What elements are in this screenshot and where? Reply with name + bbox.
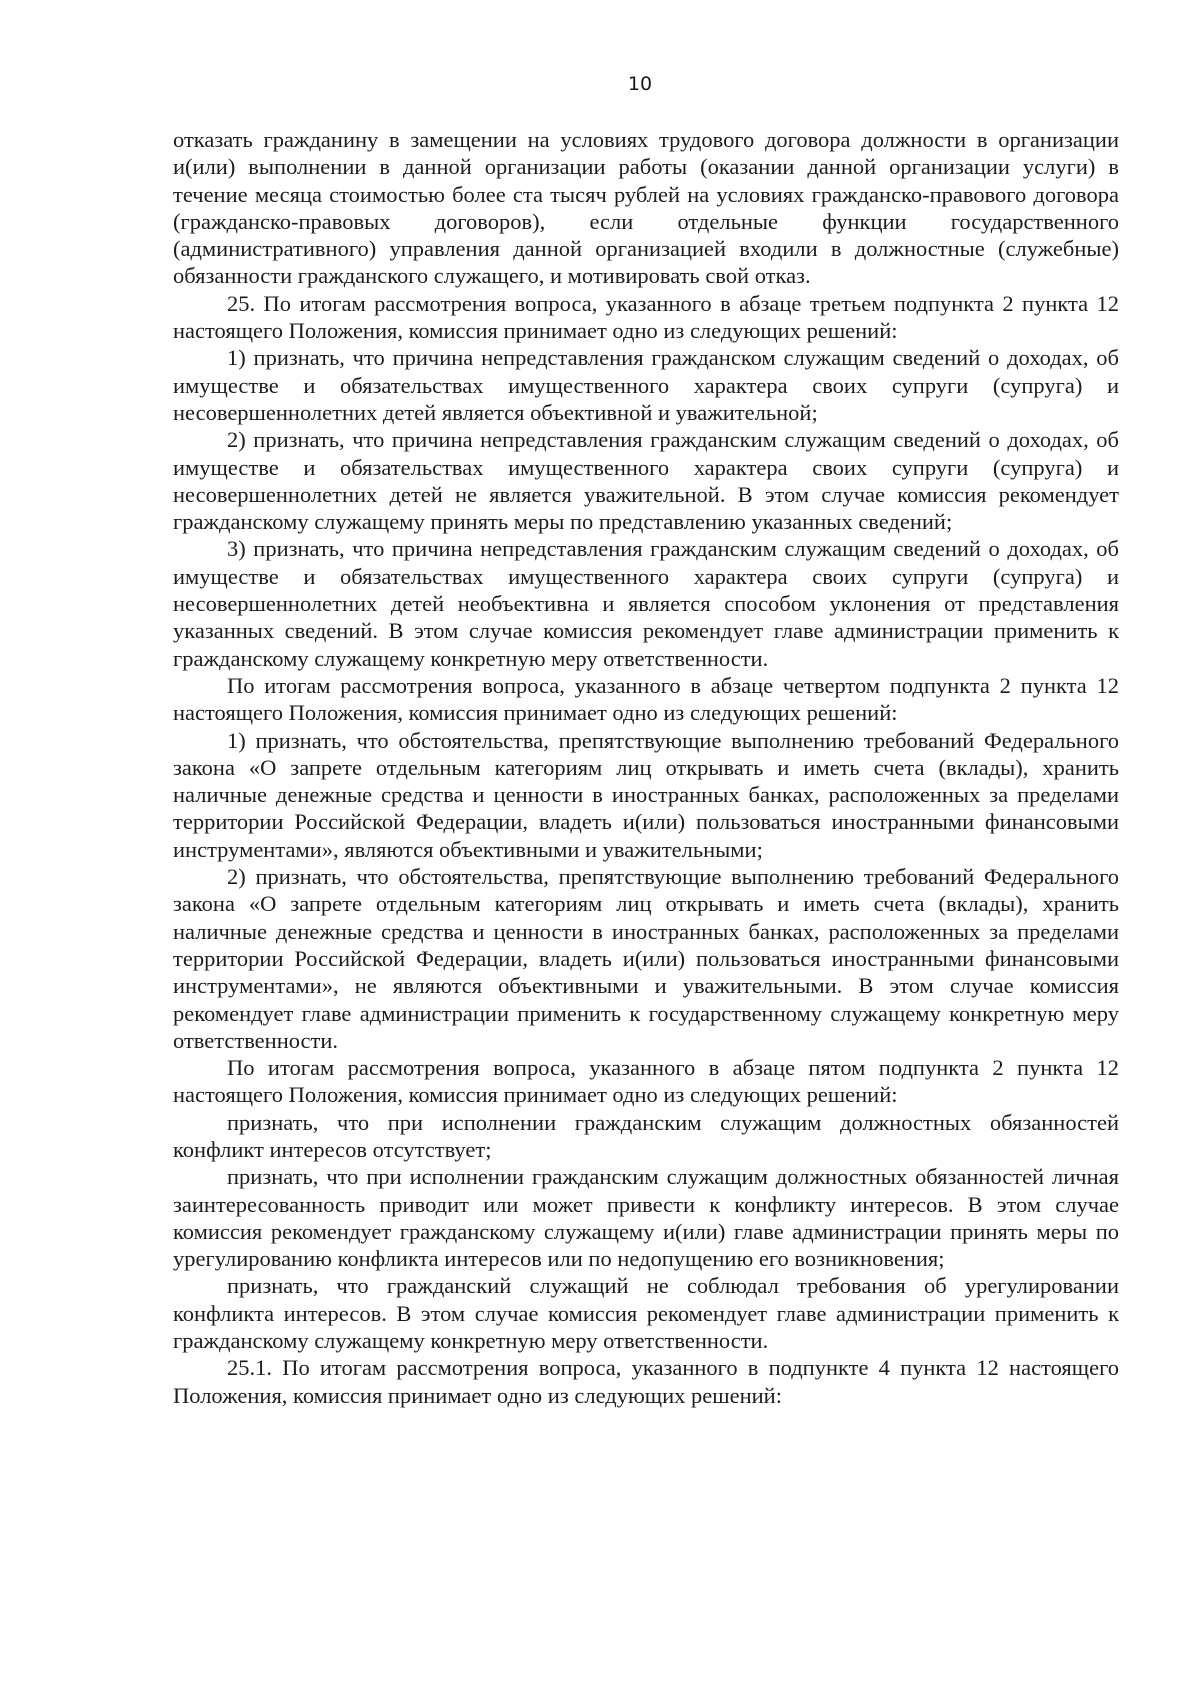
paragraph-25-decision-3: 3) признать, что причина непредставления гражданским служащим сведений о доходах, об имуществе и обязательствах имущественного характера своих супруги (супруга) и несовершеннолетних детей необъективна и является способом уклонения от представления указанных сведений. В этом случае комиссия рекомендует главе администрации применить к гражданскому служащему конкретную меру ответственности.	[173, 536, 1119, 671]
paragraph-25-decision-2: 2) признать, что причина непредставления гражданским служащим сведений о доходах, об имуществе и обязательствах имущественного характера своих супруги (супруга) и несовершеннолетних детей не является уважительной. В этом случае комиссия рекомендует гражданскому служащему принять меры по представлению указанных сведений;	[173, 427, 1119, 535]
document-body	[173, 126, 1119, 1409]
paragraph-fifth-abzac-intro: По итогам рассмотрения вопроса, указанного в абзаце пятом подпункта 2 пункта 12 настоящего Положения, комиссия принимает одно из следующих решений:	[173, 1055, 1119, 1108]
paragraph-fifth-abzac-decision-3: признать, что гражданский служащий не соблюдал требования об урегулировании конфликта интересов. В этом случае комиссия рекомендует главе администрации применить к гражданскому служащему конкретную меру ответственности.	[173, 1273, 1119, 1354]
paragraph-fourth-abzac-intro: По итогам рассмотрения вопроса, указанного в абзаце четвертом подпункта 2 пункта 12 настоящего Положения, комиссия принимает одно из следующих решений:	[173, 672, 1119, 726]
paragraph-item-25-1: 25.1. По итогам рассмотрения вопроса, указанного в подпункте 4 пункта 12 настоящего Положения, комиссия принимает одно из следующих решений:	[173, 1355, 1119, 1408]
paragraph-fifth-abzac-decision-1: признать, что при исполнении гражданским служащим должностных обязанностей конфликт интересов отсутствует;	[173, 1109, 1119, 1162]
paragraph-item-25: 25. По итогам рассмотрения вопроса, указанного в абзаце третьем подпункта 2 пункта 12 настоящего Положения, комиссия принимает одно из следующих решений:	[173, 290, 1119, 344]
paragraph-fourth-abzac-decision-2: 2) признать, что обстоятельства, препятствующие выполнению требований Федерального закона «О запрете отдельным категориям лиц открывать и иметь счета (вклады), хранить наличные денежные средства и ценности в иностранных банках, расположенных за пределами территории Российской Федерации, владеть и(или) пользоваться иностранными финансовыми инструментами», не являются объективными и уважительными. В этом случае комиссия рекомендует главе администрации применить к государственному служащему конкретную меру ответственности.	[173, 864, 1119, 1053]
page-number: 10	[627, 73, 653, 95]
paragraph-refusal-continuation: отказать гражданину в замещении на условиях трудового договора должности в организации и(или) выполнении в данной организации работы (оказании данной организации услуги) в течение месяца стоимостью более ста тысяч рублей на условиях гражданско-правового договора (гражданско-правовых договоров), если отдельные функции государственного (административного) управления данной организацией входили в должностные (служебные) обязанности гражданского служащего, и мотивировать свой отказ.	[173, 127, 1119, 289]
paragraph-fourth-abzac-decision-1: 1) признать, что обстоятельства, препятствующие выполнению требований Федерального закона «О запрете отдельным категориям лиц открывать и иметь счета (вклады), хранить наличные денежные средства и ценности в иностранных банках, расположенных за пределами территории Российской Федерации, владеть и(или) пользоваться иностранными финансовыми инструментами», являются объективными и уважительными;	[173, 727, 1119, 862]
paragraph-fifth-abzac-decision-2: признать, что при исполнении гражданским служащим должностных обязанностей личная заинтересованность приводит или может привести к конфликту интересов. В этом случае комиссия рекомендует гражданскому служащему и(или) главе администрации принять меры по урегулированию конфликта интересов или по недопущению его возникновения;	[173, 1164, 1119, 1272]
paragraph-25-decision-1: 1) признать, что причина непредставления гражданском служащим сведений о доходах, об имуществе и обязательствах имущественного характера своих супруги (супруга) и несовершеннолетних детей является объективной и уважительной;	[173, 345, 1119, 425]
